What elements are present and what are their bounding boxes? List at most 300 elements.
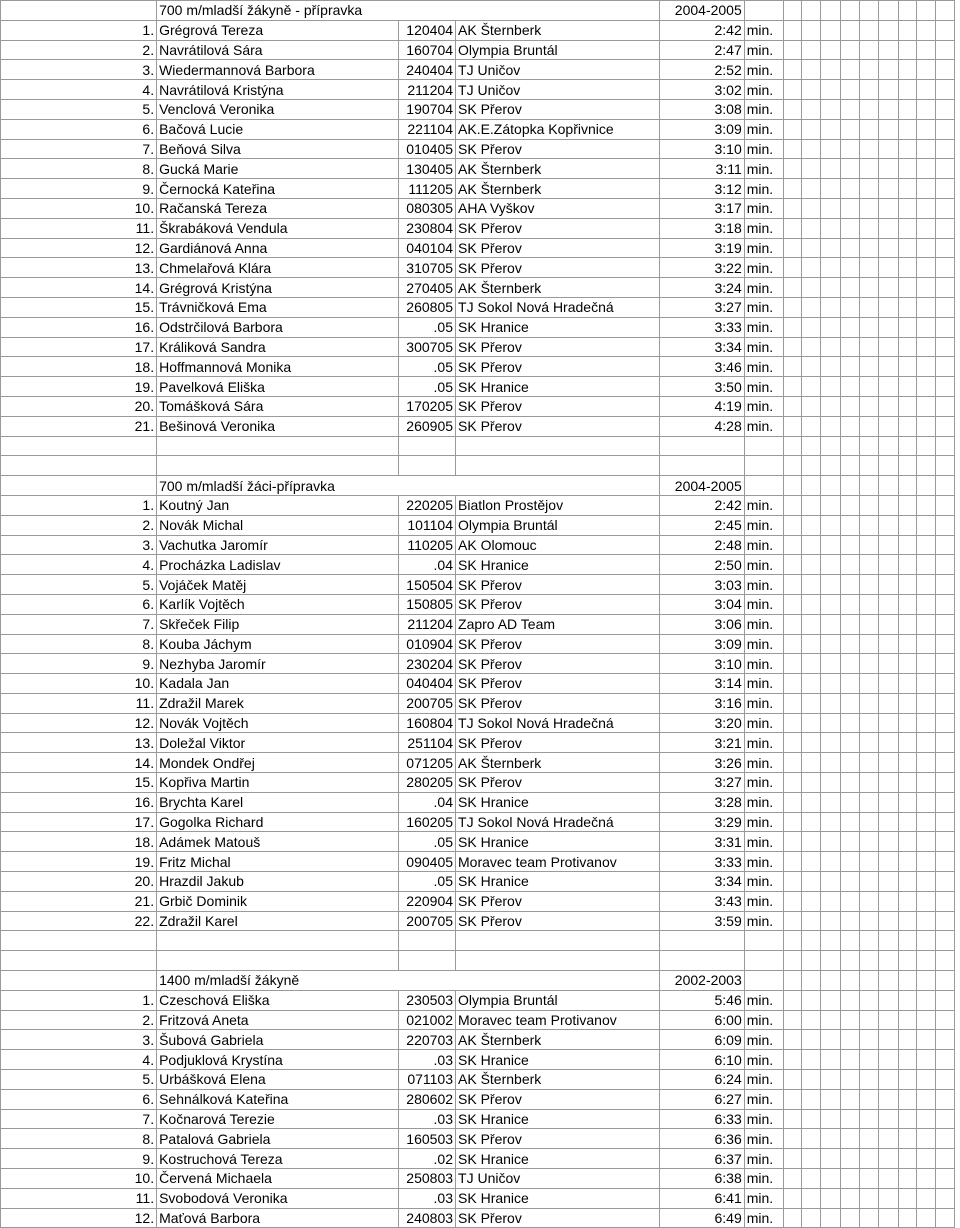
empty-cell [917, 436, 936, 456]
empty-cell [879, 792, 898, 812]
empty-cell [801, 297, 820, 317]
empty-cell [860, 733, 879, 753]
unit-cell: min. [744, 753, 783, 773]
empty-cell [840, 40, 859, 60]
name-cell: Doležal Viktor [157, 733, 399, 753]
unit-cell: min. [744, 634, 783, 654]
time-cell: 3:33 [660, 317, 745, 337]
time-cell: 2:48 [660, 535, 745, 555]
born-cell: 200705 [398, 911, 455, 931]
empty-cell [936, 832, 955, 852]
empty-cell [898, 575, 916, 595]
club-cell: TJ Uničov [456, 1169, 660, 1189]
rank-cell: 2. [1, 40, 157, 60]
empty-cell [917, 1109, 936, 1129]
born-cell: 300705 [398, 337, 455, 357]
table-row [1, 535, 955, 555]
empty-cell [821, 674, 840, 694]
club-cell: AK Šternberk [456, 753, 660, 773]
club-cell: Zapro AD Team [456, 614, 660, 634]
empty-cell [898, 773, 916, 793]
empty-cell [917, 931, 936, 951]
empty-cell [898, 1089, 916, 1109]
empty-cell [860, 753, 879, 773]
empty-cell [821, 1169, 840, 1189]
table-row [1, 297, 955, 317]
empty-cell [917, 594, 936, 614]
empty-cell [821, 337, 840, 357]
empty-cell [936, 1149, 955, 1169]
empty-cell [898, 20, 916, 40]
time-cell: 3:28 [660, 792, 745, 812]
born-cell: .05 [398, 317, 455, 337]
empty-cell [801, 436, 820, 456]
time-cell: 5:46 [660, 990, 745, 1010]
name-cell: Nezhyba Jaromír [157, 654, 399, 674]
empty-cell [821, 1050, 840, 1070]
rank-cell: 16. [1, 317, 157, 337]
club-cell: Olympia Bruntál [456, 990, 660, 1010]
empty-cell [936, 337, 955, 357]
empty-cell [783, 753, 801, 773]
empty-cell [783, 990, 801, 1010]
empty-cell [821, 951, 840, 971]
empty-cell [821, 1030, 840, 1050]
rank-cell: 8. [1, 159, 157, 179]
time-cell: 3:24 [660, 278, 745, 298]
unit-cell: min. [744, 733, 783, 753]
name-cell: Pavelková Eliška [157, 377, 399, 397]
unit-cell: min. [744, 891, 783, 911]
empty-cell [456, 931, 660, 951]
empty-cell [840, 139, 859, 159]
empty-cell [783, 317, 801, 337]
empty-cell [456, 456, 660, 476]
born-cell: 071205 [398, 753, 455, 773]
section-header-row [1, 1, 955, 21]
empty-cell [801, 1149, 820, 1169]
empty-cell [157, 931, 399, 951]
name-cell: Červená Michaela [157, 1169, 399, 1189]
empty-cell [783, 1089, 801, 1109]
name-cell: Gucká Marie [157, 159, 399, 179]
name-cell: Bačová Lucie [157, 119, 399, 139]
unit-cell: min. [744, 139, 783, 159]
empty-cell [860, 515, 879, 535]
empty-cell [936, 436, 955, 456]
empty-cell [783, 535, 801, 555]
empty-cell [936, 931, 955, 951]
empty-cell [898, 951, 916, 971]
empty-row [1, 931, 955, 951]
time-cell: 3:18 [660, 218, 745, 238]
empty-cell [821, 297, 840, 317]
club-cell: TJ Uničov [456, 80, 660, 100]
empty-cell [917, 456, 936, 476]
empty-cell [860, 1030, 879, 1050]
empty-cell [879, 634, 898, 654]
table-row [1, 1050, 955, 1070]
unit-cell: min. [744, 317, 783, 337]
empty-cell [936, 733, 955, 753]
empty-cell [840, 535, 859, 555]
born-cell: 090405 [398, 852, 455, 872]
empty-cell [860, 80, 879, 100]
table-row [1, 317, 955, 337]
name-cell: Novák Michal [157, 515, 399, 535]
time-cell: 4:19 [660, 396, 745, 416]
empty-cell [936, 535, 955, 555]
unit-cell: min. [744, 1010, 783, 1030]
unit-cell: min. [744, 40, 783, 60]
empty-cell [801, 456, 820, 476]
club-cell: SK Přerov [456, 773, 660, 793]
empty-cell [879, 20, 898, 40]
time-cell: 6:10 [660, 1050, 745, 1070]
rank-cell: 18. [1, 832, 157, 852]
empty-cell [936, 1070, 955, 1090]
empty-cell [801, 931, 820, 951]
club-cell: AK Šternberk [456, 179, 660, 199]
empty-cell [936, 495, 955, 515]
born-cell: 170205 [398, 396, 455, 416]
rank-cell: 10. [1, 1169, 157, 1189]
empty-cell [840, 575, 859, 595]
born-cell: 280205 [398, 773, 455, 793]
empty-cell [840, 377, 859, 397]
empty-cell [801, 40, 820, 60]
name-cell: Mondek Ondřej [157, 753, 399, 773]
empty-cell [801, 179, 820, 199]
rank-cell: 16. [1, 792, 157, 812]
empty-cell [744, 1, 783, 21]
empty-cell [917, 713, 936, 733]
time-cell: 3:21 [660, 733, 745, 753]
unit-cell: min. [744, 674, 783, 694]
rank-cell: 19. [1, 852, 157, 872]
born-cell: 150805 [398, 594, 455, 614]
empty-cell [879, 674, 898, 694]
empty-cell [936, 713, 955, 733]
empty-cell [879, 575, 898, 595]
unit-cell: min. [744, 693, 783, 713]
empty-cell [879, 317, 898, 337]
time-cell: 2:42 [660, 495, 745, 515]
empty-cell [860, 1149, 879, 1169]
born-cell: 130405 [398, 159, 455, 179]
empty-cell [783, 179, 801, 199]
table-row [1, 614, 955, 634]
empty-cell [783, 693, 801, 713]
empty-cell [821, 1188, 840, 1208]
time-cell: 3:31 [660, 832, 745, 852]
club-cell: SK Hranice [456, 832, 660, 852]
empty-cell [936, 396, 955, 416]
unit-cell: min. [744, 119, 783, 139]
empty-cell [879, 654, 898, 674]
empty-cell [1, 931, 157, 951]
empty-cell [879, 337, 898, 357]
empty-cell [936, 1030, 955, 1050]
empty-cell [801, 159, 820, 179]
empty-cell [840, 971, 859, 991]
born-cell: .05 [398, 832, 455, 852]
name-cell: Svobodová Veronika [157, 1188, 399, 1208]
born-cell: 021002 [398, 1010, 455, 1030]
empty-cell [783, 971, 801, 991]
empty-cell [879, 416, 898, 436]
empty-cell [821, 872, 840, 892]
rank-cell: 12. [1, 238, 157, 258]
empty-cell [801, 476, 820, 496]
rank-cell: 7. [1, 139, 157, 159]
empty-cell [821, 575, 840, 595]
empty-cell [860, 1, 879, 21]
empty-cell [860, 396, 879, 416]
unit-cell: min. [744, 60, 783, 80]
empty-cell [840, 990, 859, 1010]
empty-cell [821, 773, 840, 793]
name-cell: Šubová Gabriela [157, 1030, 399, 1050]
born-cell: 160205 [398, 812, 455, 832]
empty-cell [783, 1208, 801, 1228]
table-row [1, 990, 955, 1010]
empty-cell [783, 911, 801, 931]
empty-cell [917, 80, 936, 100]
time-cell: 3:14 [660, 674, 745, 694]
empty-cell [917, 40, 936, 60]
empty-cell [744, 476, 783, 496]
empty-cell [801, 575, 820, 595]
empty-cell [879, 1129, 898, 1149]
empty-cell [898, 990, 916, 1010]
empty-cell [840, 713, 859, 733]
empty-cell [898, 218, 916, 238]
empty-cell [801, 377, 820, 397]
empty-cell [860, 1010, 879, 1030]
empty-cell [840, 733, 859, 753]
empty-cell [879, 1050, 898, 1070]
time-cell: 3:50 [660, 377, 745, 397]
club-cell: SK Hranice [456, 792, 660, 812]
rank-cell: 1. [1, 495, 157, 515]
empty-cell [398, 456, 455, 476]
club-cell: SK Přerov [456, 139, 660, 159]
table-row [1, 238, 955, 258]
club-cell: Olympia Bruntál [456, 40, 660, 60]
born-cell: .03 [398, 1109, 455, 1129]
unit-cell: min. [744, 1030, 783, 1050]
unit-cell: min. [744, 1089, 783, 1109]
empty-cell [898, 238, 916, 258]
empty-cell [936, 971, 955, 991]
empty-cell [898, 179, 916, 199]
name-cell: Zdražil Marek [157, 693, 399, 713]
unit-cell: min. [744, 238, 783, 258]
club-cell: SK Přerov [456, 634, 660, 654]
empty-cell [1, 971, 157, 991]
empty-cell [783, 99, 801, 119]
empty-cell [821, 1010, 840, 1030]
table-row [1, 1010, 955, 1030]
empty-cell [840, 693, 859, 713]
empty-cell [879, 951, 898, 971]
rank-cell: 15. [1, 773, 157, 793]
empty-cell [936, 515, 955, 535]
empty-cell [840, 555, 859, 575]
empty-cell [860, 594, 879, 614]
born-cell: 111205 [398, 179, 455, 199]
empty-cell [821, 832, 840, 852]
rank-cell: 9. [1, 1149, 157, 1169]
section-title [157, 1, 660, 21]
empty-cell [801, 990, 820, 1010]
table-row [1, 1030, 955, 1050]
empty-cell [879, 159, 898, 179]
unit-cell: min. [744, 337, 783, 357]
empty-cell [821, 1129, 840, 1149]
name-cell: Navrátilová Sára [157, 40, 399, 60]
empty-cell [917, 535, 936, 555]
empty-cell [860, 317, 879, 337]
born-cell: 150504 [398, 575, 455, 595]
empty-cell [860, 693, 879, 713]
empty-cell [840, 1050, 859, 1070]
time-cell: 6:24 [660, 1070, 745, 1090]
empty-cell [879, 1169, 898, 1189]
section-years: 2004-2005 [660, 476, 745, 496]
empty-cell [783, 515, 801, 535]
empty-cell [783, 40, 801, 60]
empty-cell [860, 535, 879, 555]
empty-cell [801, 872, 820, 892]
empty-cell [936, 674, 955, 694]
empty-cell [898, 1030, 916, 1050]
empty-cell [936, 258, 955, 278]
born-cell: .04 [398, 792, 455, 812]
rank-cell: 14. [1, 278, 157, 298]
empty-cell [840, 99, 859, 119]
empty-cell [860, 1089, 879, 1109]
empty-cell [917, 416, 936, 436]
empty-cell [879, 1188, 898, 1208]
born-cell: 211204 [398, 614, 455, 634]
empty-cell [860, 159, 879, 179]
empty-cell [821, 416, 840, 436]
empty-cell [801, 594, 820, 614]
empty-cell [917, 1010, 936, 1030]
empty-cell [860, 99, 879, 119]
empty-cell [898, 535, 916, 555]
empty-cell [801, 1, 820, 21]
name-cell: Odstrčilová Barbora [157, 317, 399, 337]
born-cell: .03 [398, 1188, 455, 1208]
born-cell: .05 [398, 872, 455, 892]
empty-cell [917, 674, 936, 694]
empty-cell [660, 456, 745, 476]
empty-cell [917, 614, 936, 634]
empty-cell [917, 396, 936, 416]
empty-cell [801, 951, 820, 971]
name-cell: Urbášková Elena [157, 1070, 399, 1090]
empty-cell [879, 278, 898, 298]
empty-cell [898, 852, 916, 872]
name-cell: Trávničková Ema [157, 297, 399, 317]
empty-cell [1, 456, 157, 476]
empty-cell [840, 654, 859, 674]
rank-cell: 13. [1, 733, 157, 753]
empty-cell [783, 575, 801, 595]
rank-cell: 2. [1, 1010, 157, 1030]
empty-cell [783, 832, 801, 852]
empty-cell [840, 951, 859, 971]
empty-cell [840, 614, 859, 634]
rank-cell: 22. [1, 911, 157, 931]
empty-cell [801, 555, 820, 575]
empty-cell [456, 436, 660, 456]
empty-cell [917, 1070, 936, 1090]
empty-cell [879, 911, 898, 931]
empty-cell [898, 377, 916, 397]
empty-cell [821, 238, 840, 258]
time-cell: 3:34 [660, 337, 745, 357]
empty-cell [936, 416, 955, 436]
time-cell: 6:36 [660, 1129, 745, 1149]
empty-cell [898, 753, 916, 773]
time-cell: 3:27 [660, 297, 745, 317]
club-cell: SK Přerov [456, 911, 660, 931]
unit-cell: min. [744, 258, 783, 278]
rank-cell: 5. [1, 1070, 157, 1090]
table-row [1, 278, 955, 298]
empty-cell [801, 258, 820, 278]
club-cell: SK Přerov [456, 674, 660, 694]
born-cell: 040104 [398, 238, 455, 258]
empty-cell [840, 753, 859, 773]
unit-cell: min. [744, 1129, 783, 1149]
empty-cell [840, 60, 859, 80]
name-cell: Škrabáková Vendula [157, 218, 399, 238]
time-cell: 4:28 [660, 416, 745, 436]
empty-cell [936, 456, 955, 476]
rank-cell: 6. [1, 1089, 157, 1109]
empty-cell [879, 773, 898, 793]
empty-cell [821, 495, 840, 515]
empty-cell [879, 990, 898, 1010]
empty-cell [783, 476, 801, 496]
rank-cell: 3. [1, 1030, 157, 1050]
rank-cell: 10. [1, 674, 157, 694]
empty-cell [783, 436, 801, 456]
time-cell: 3:59 [660, 911, 745, 931]
time-cell: 3:46 [660, 357, 745, 377]
empty-cell [879, 832, 898, 852]
empty-cell [801, 1010, 820, 1030]
empty-cell [860, 436, 879, 456]
table-row [1, 258, 955, 278]
name-cell: Račanská Tereza [157, 198, 399, 218]
empty-cell [879, 1089, 898, 1109]
table-row [1, 377, 955, 397]
empty-cell [840, 792, 859, 812]
empty-cell [898, 792, 916, 812]
empty-cell [936, 951, 955, 971]
empty-cell [879, 297, 898, 317]
empty-cell [840, 20, 859, 40]
empty-cell [801, 1188, 820, 1208]
empty-cell [879, 594, 898, 614]
empty-cell [801, 515, 820, 535]
